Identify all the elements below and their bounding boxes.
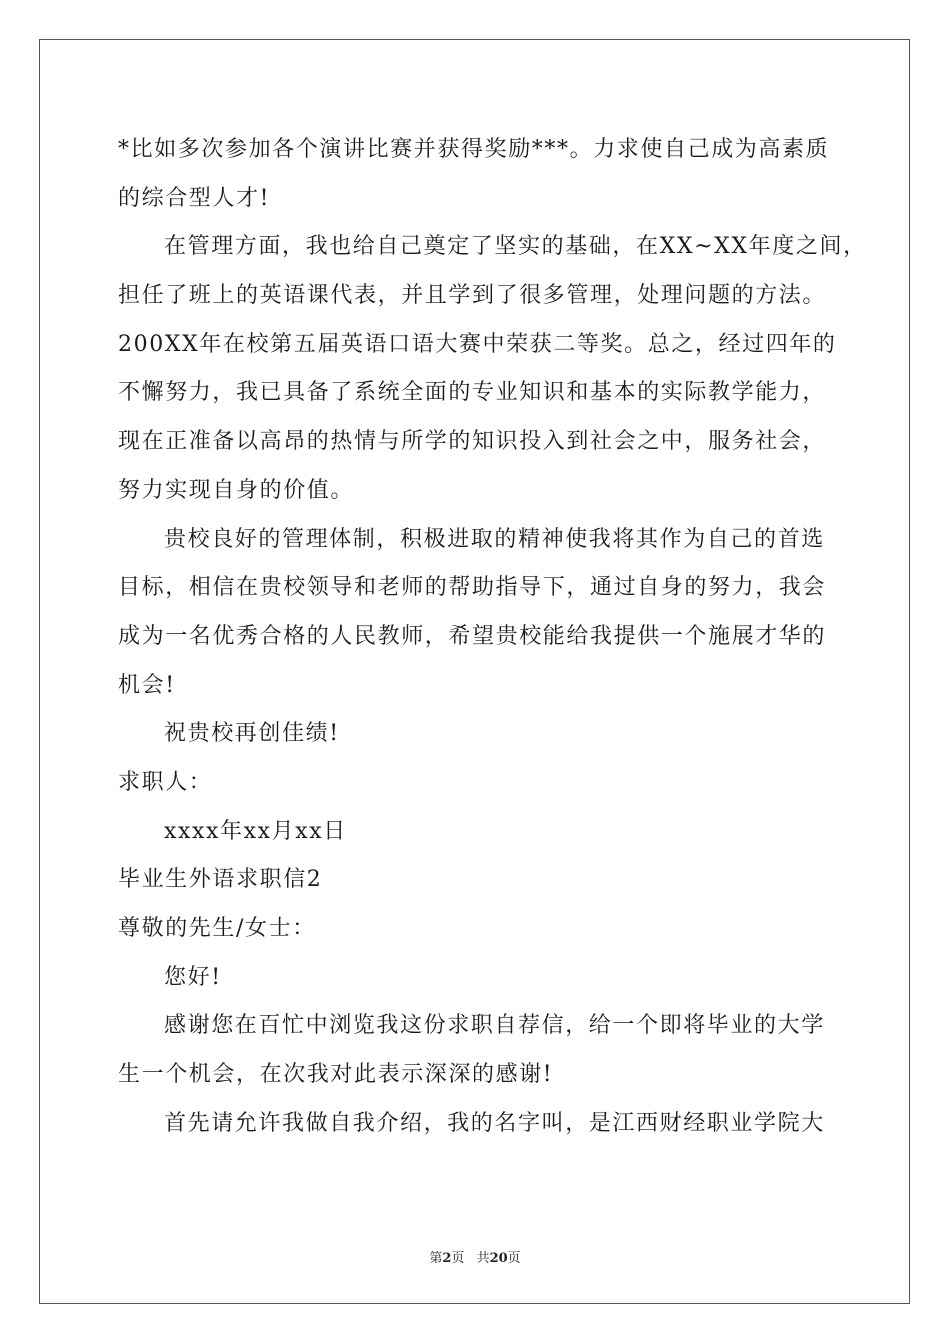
page-indicator (429, 1251, 464, 1266)
page-prefix: 第 (429, 1251, 443, 1266)
text-line: 努力实现自身的价值。 (118, 477, 355, 503)
text-line: 现在正准备以高昂的热情与所学的知识投入到社会之中，服务社会， (118, 429, 827, 455)
page-suffix: 页 (451, 1251, 465, 1266)
section-title: 毕业生外语求职信2 (118, 867, 323, 893)
text-line: 的综合型人才! (118, 185, 271, 211)
text-line: 担任了班上的英语课代表，并且学到了很多管理，处理问题的方法。 (118, 283, 827, 309)
page-number: 2 (442, 1251, 452, 1266)
text-line: 200XX年在校第五届英语口语大赛中荣获二等奖。总之，经过四年的 (118, 331, 837, 357)
applicant-label: 求职人： (118, 769, 213, 795)
text-line: 贵校良好的管理体制，积极进取的精神使我将其作为自己的首选 (164, 526, 825, 552)
text-line: 机会! (118, 672, 176, 698)
total-pages-indicator (477, 1251, 521, 1266)
text-line: 目标，相信在贵校领导和老师的帮助指导下，通过自身的努力，我会 (118, 575, 827, 601)
date-line: xxxx年xx月xx日 (164, 818, 347, 844)
text-line: 成为一名优秀合格的人民教师，希望贵校能给我提供一个施展才华的 (118, 623, 827, 649)
text-line: 首先请允许我做自我介绍，我的名字叫，是江西财经职业学院大 (164, 1110, 825, 1136)
text-line: 感谢您在百忙中浏览我这份求职自荐信，给一个即将毕业的大学 (164, 1013, 825, 1039)
text-line: *比如多次参加各个演讲比赛并获得奖励***。力求使自己成为高素质 (118, 137, 830, 162)
salutation: 尊敬的先生/女士： (118, 916, 316, 941)
greeting: 您好! (164, 964, 222, 990)
document-body (118, 126, 867, 1148)
text-line: 生一个机会，在次我对此表示深深的感谢! (118, 1062, 554, 1088)
page-footer (0, 1247, 950, 1266)
total-prefix: 共 (476, 1251, 490, 1266)
total-pages: 20 (489, 1251, 508, 1266)
text-line: 不懈努力，我已具备了系统全面的专业知识和基本的实际教学能力， (118, 380, 827, 406)
total-suffix: 页 (507, 1251, 521, 1266)
text-line: 在管理方面，我也给自己奠定了坚实的基础，在XX~XX年度之间， (164, 234, 867, 260)
closing-wish: 祝贵校再创佳绩! (164, 721, 340, 747)
